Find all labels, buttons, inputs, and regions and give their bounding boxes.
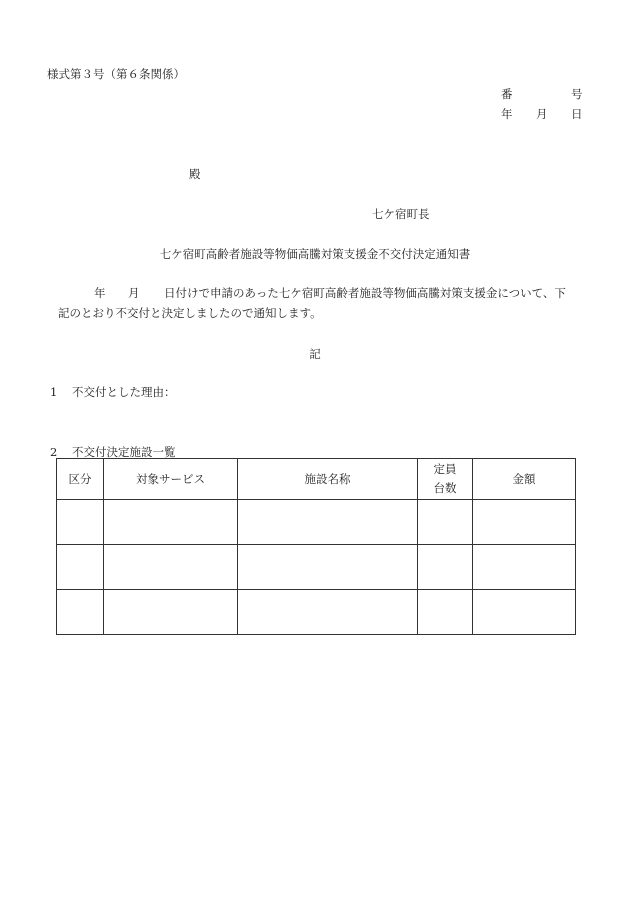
number-go-label: 号: [571, 87, 583, 101]
number-ban-label: 番: [501, 87, 513, 101]
recipient-suffix: 殿: [189, 167, 201, 181]
table-cell: [57, 500, 104, 545]
table-cell: [418, 545, 473, 590]
section-1-number: 1: [50, 385, 58, 399]
table-cell: [104, 590, 238, 635]
table-cell: [418, 500, 473, 545]
header-capacity-line-1: 定員: [433, 462, 457, 476]
header-kubun: 区分: [57, 459, 104, 500]
body-line-1-text: 日付けで申請のあった七ケ宿町高齢者施設等物価高騰対策支援金について、下: [164, 286, 566, 300]
body-year-label: 年: [94, 286, 106, 300]
header-service: 対象サービス: [104, 459, 238, 500]
table-header-row: [57, 459, 576, 500]
document-title: 七ケ宿町高齢者施設等物価高騰対策支援金不交付決定通知書: [159, 247, 471, 261]
form-number: 様式第３号（第６条関係）: [47, 67, 185, 81]
header-capacity-line-2: 台数: [433, 481, 457, 495]
table-row: [57, 500, 576, 545]
table-cell: [238, 500, 418, 545]
table-cell: [57, 590, 104, 635]
date-year-label: 年: [501, 107, 513, 121]
body-month-label: 月: [128, 286, 140, 300]
table-cell: [473, 590, 576, 635]
section-2-number: 2: [50, 445, 58, 459]
table-cell: [238, 590, 418, 635]
section-1-reason: [50, 384, 176, 400]
sender: 七ケ宿町長: [372, 207, 430, 221]
table-cell: [104, 545, 238, 590]
table-cell: [238, 545, 418, 590]
facility-table: [56, 458, 576, 635]
header-facility-name: 施設名称: [238, 459, 418, 500]
section-1-label: 不交付とした理由：: [72, 385, 176, 399]
date-month-label: 月: [536, 107, 548, 121]
header-amount: 金額: [473, 459, 576, 500]
body-line-2: 記のとおり不交付と決定しましたので通知します。: [58, 306, 322, 320]
table-row: [57, 545, 576, 590]
date-day-label: 日: [571, 107, 583, 121]
table-cell: [104, 500, 238, 545]
ki-heading: 記: [309, 347, 321, 361]
table-row: [57, 590, 576, 635]
header-capacity: [418, 459, 473, 500]
table-cell: [418, 590, 473, 635]
table-cell: [57, 545, 104, 590]
section-2-label: 不交付決定施設一覧: [72, 445, 176, 459]
table-cell: [473, 500, 576, 545]
table-cell: [473, 545, 576, 590]
